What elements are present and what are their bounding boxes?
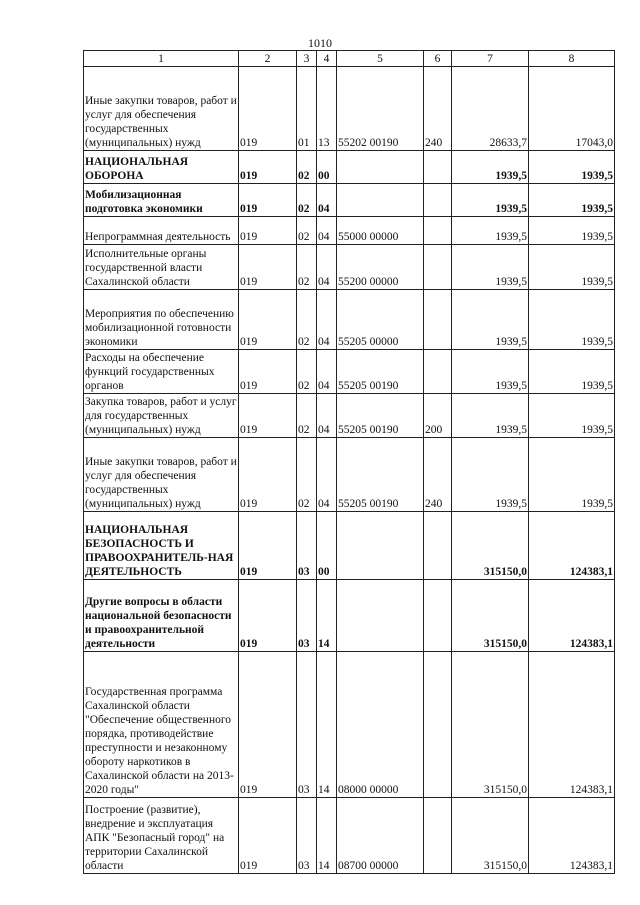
subsection-code-cell: 13 (317, 67, 337, 151)
section-code-cell: 01 (297, 67, 317, 151)
row-name-cell: Государственная программа Сахалинской области "Обеспечение общественного порядка, противодействие преступности и незаконному обороту наркотиков в Сахалинской области на 2013-2020 годы" (84, 652, 239, 798)
row-name-cell: Исполнительные органы государственной власти Сахалинской области (84, 245, 239, 290)
target-article-cell: 55205 00190 (337, 350, 424, 394)
table-row (84, 350, 615, 394)
table-row (84, 580, 615, 652)
amount-column-7-cell: 315150,0 (452, 798, 529, 874)
row-name-cell: Расходы на обеспечение функций государственных органов (84, 350, 239, 394)
expense-type-cell: 240 (424, 438, 452, 512)
amount-column-8-cell: 1939,5 (529, 245, 615, 290)
column-header: 1 (84, 51, 239, 67)
expense-type-cell (424, 245, 452, 290)
expense-type-cell (424, 652, 452, 798)
amount-column-7-cell: 1939,5 (452, 184, 529, 217)
subsection-code-cell: 04 (317, 350, 337, 394)
section-code-cell: 02 (297, 394, 317, 438)
amount-column-8-cell: 1939,5 (529, 217, 615, 245)
column-header: 3 (297, 51, 317, 67)
expense-type-cell (424, 217, 452, 245)
subsection-code-cell: 04 (317, 245, 337, 290)
amount-column-7-cell: 1939,5 (452, 245, 529, 290)
amount-column-7-cell: 28633,7 (452, 67, 529, 151)
chapter-code-cell: 019 (239, 512, 297, 580)
amount-column-8-cell: 17043,0 (529, 67, 615, 151)
section-code-cell: 02 (297, 184, 317, 217)
subsection-code-cell: 04 (317, 394, 337, 438)
table-row (84, 652, 615, 798)
table-row (84, 290, 615, 350)
subsection-code-cell: 14 (317, 652, 337, 798)
row-name-cell: Мобилизационная подготовка экономики (84, 184, 239, 217)
chapter-code-cell: 019 (239, 184, 297, 217)
section-code-cell: 03 (297, 798, 317, 874)
amount-column-7-cell: 315150,0 (452, 652, 529, 798)
target-article-cell: 55202 00190 (337, 67, 424, 151)
subsection-code-cell: 04 (317, 290, 337, 350)
amount-column-7-cell: 315150,0 (452, 580, 529, 652)
target-article-cell (337, 512, 424, 580)
chapter-code-cell: 019 (239, 217, 297, 245)
section-code-cell: 03 (297, 580, 317, 652)
section-code-cell: 02 (297, 350, 317, 394)
chapter-code-cell: 019 (239, 798, 297, 874)
subsection-code-cell: 04 (317, 438, 337, 512)
expense-type-cell (424, 151, 452, 184)
amount-column-8-cell: 124383,1 (529, 798, 615, 874)
row-name-cell: Закупка товаров, работ и услуг для государственных (муниципальных) нужд (84, 394, 239, 438)
expense-type-cell: 200 (424, 394, 452, 438)
row-name-cell: Построение (развитие), внедрение и эксплуатация АПК "Безопасный город" на территории Сахалинской области (84, 798, 239, 874)
expense-type-cell (424, 184, 452, 217)
amount-column-8-cell: 1939,5 (529, 438, 615, 512)
page-number: 1010 (308, 36, 332, 50)
column-header: 5 (337, 51, 424, 67)
row-name-cell: НАЦИОНАЛЬНАЯ БЕЗОПАСНОСТЬ И ПРАВООХРАНИТЕЛЬ-НАЯ ДЕЯТЕЛЬНОСТЬ (84, 512, 239, 580)
column-header: 7 (452, 51, 529, 67)
subsection-code-cell: 04 (317, 217, 337, 245)
amount-column-7-cell: 1939,5 (452, 217, 529, 245)
row-name-cell: Непрограммная деятельность (84, 217, 239, 245)
table-row (84, 151, 615, 184)
row-name-cell: НАЦИОНАЛЬНАЯ ОБОРОНА (84, 151, 239, 184)
table-row (84, 67, 615, 151)
table-row (84, 512, 615, 580)
chapter-code-cell: 019 (239, 151, 297, 184)
expense-type-cell (424, 512, 452, 580)
chapter-code-cell: 019 (239, 67, 297, 151)
table-row (84, 184, 615, 217)
amount-column-8-cell: 1939,5 (529, 184, 615, 217)
amount-column-7-cell: 1939,5 (452, 438, 529, 512)
expense-type-cell: 240 (424, 67, 452, 151)
column-header: 6 (424, 51, 452, 67)
subsection-code-cell: 14 (317, 798, 337, 874)
chapter-code-cell: 019 (239, 580, 297, 652)
target-article-cell (337, 580, 424, 652)
column-header: 4 (317, 51, 337, 67)
row-name-cell: Иные закупки товаров, работ и услуг для обеспечения государственных (муниципальных) нужд (84, 67, 239, 151)
budget-table (83, 50, 615, 874)
target-article-cell: 55205 00190 (337, 438, 424, 512)
target-article-cell (337, 151, 424, 184)
subsection-code-cell: 00 (317, 512, 337, 580)
amount-column-8-cell: 1939,5 (529, 151, 615, 184)
table-row (84, 217, 615, 245)
amount-column-8-cell: 1939,5 (529, 394, 615, 438)
target-article-cell: 55000 00000 (337, 217, 424, 245)
amount-column-7-cell: 1939,5 (452, 394, 529, 438)
amount-column-8-cell: 1939,5 (529, 290, 615, 350)
expense-type-cell (424, 290, 452, 350)
amount-column-7-cell: 1939,5 (452, 290, 529, 350)
table-row (84, 438, 615, 512)
target-article-cell: 55200 00000 (337, 245, 424, 290)
target-article-cell: 08700 00000 (337, 798, 424, 874)
subsection-code-cell: 14 (317, 580, 337, 652)
amount-column-8-cell: 124383,1 (529, 512, 615, 580)
section-code-cell: 03 (297, 652, 317, 798)
section-code-cell: 02 (297, 290, 317, 350)
table-row (84, 394, 615, 438)
target-article-cell: 55205 00190 (337, 394, 424, 438)
table-row (84, 245, 615, 290)
target-article-cell: 08000 00000 (337, 652, 424, 798)
amount-column-8-cell: 1939,5 (529, 350, 615, 394)
table-row (84, 798, 615, 874)
chapter-code-cell: 019 (239, 245, 297, 290)
section-code-cell: 02 (297, 151, 317, 184)
section-code-cell: 02 (297, 438, 317, 512)
subsection-code-cell: 00 (317, 151, 337, 184)
column-header: 2 (239, 51, 297, 67)
chapter-code-cell: 019 (239, 438, 297, 512)
row-name-cell: Другие вопросы в области национальной безопасности и правоохранительной деятельности (84, 580, 239, 652)
amount-column-7-cell: 1939,5 (452, 151, 529, 184)
row-name-cell: Мероприятия по обеспечению мобилизационной готовности экономики (84, 290, 239, 350)
target-article-cell (337, 184, 424, 217)
chapter-code-cell: 019 (239, 394, 297, 438)
header-row (84, 51, 615, 67)
row-name-cell: Иные закупки товаров, работ и услуг для обеспечения государственных (муниципальных) нужд (84, 438, 239, 512)
subsection-code-cell: 04 (317, 184, 337, 217)
chapter-code-cell: 019 (239, 350, 297, 394)
amount-column-8-cell: 124383,1 (529, 580, 615, 652)
target-article-cell: 55205 00000 (337, 290, 424, 350)
expense-type-cell (424, 580, 452, 652)
section-code-cell: 02 (297, 217, 317, 245)
section-code-cell: 03 (297, 512, 317, 580)
expense-type-cell (424, 350, 452, 394)
chapter-code-cell: 019 (239, 652, 297, 798)
section-code-cell: 02 (297, 245, 317, 290)
column-header: 8 (529, 51, 615, 67)
chapter-code-cell: 019 (239, 290, 297, 350)
expense-type-cell (424, 798, 452, 874)
amount-column-8-cell: 124383,1 (529, 652, 615, 798)
amount-column-7-cell: 315150,0 (452, 512, 529, 580)
amount-column-7-cell: 1939,5 (452, 350, 529, 394)
